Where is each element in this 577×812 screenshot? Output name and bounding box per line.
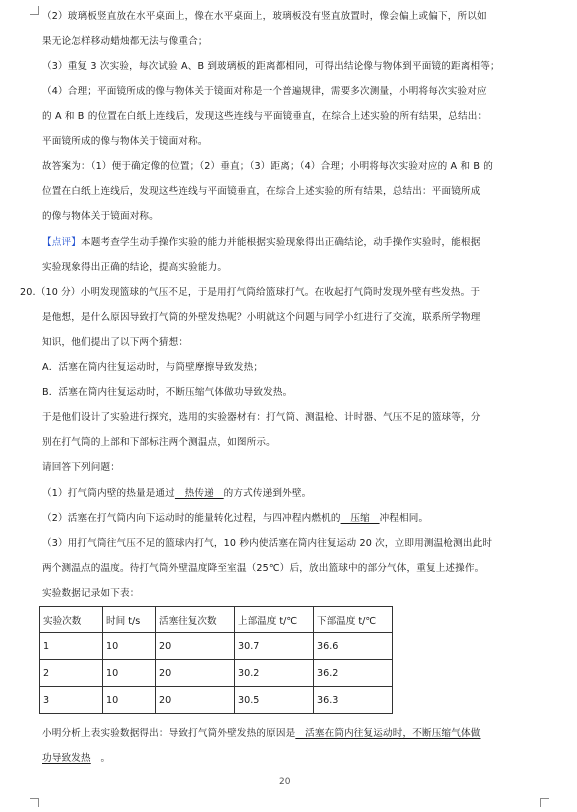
text-line — [42, 36, 208, 48]
text-line — [42, 462, 120, 474]
text-run: 平面镜所成的像与物体关于镜面对称。 — [42, 136, 208, 147]
text-line — [42, 11, 487, 23]
text-run: B．活塞在筒内往复运动时，不断压缩气体做功导致发热。 — [42, 387, 293, 398]
text-line — [42, 186, 480, 198]
table-header-cell: 上部温度 t/℃ — [235, 607, 314, 633]
text-line — [42, 211, 159, 223]
text-run: 故答案为：（1）便于确定像的位置；（2）垂直；（3）距离；（4）合理；小明将每次实验对应的 A 和 B 的 — [42, 161, 494, 172]
table-cell: 3 — [40, 687, 103, 714]
text-line — [42, 753, 110, 765]
text-run: 本题考查学生动手操作实验的能力并能根据实验现象得出正确结论，动手操作实验时，能根据 — [80, 237, 481, 248]
table-header-cell: 实验次数 — [40, 607, 103, 633]
text-line — [42, 136, 208, 148]
text-run: 于是他们设计了实验进行探究，选用的实验器材有：打气筒、测温枪、计时器、气压不足的篮球等，分 — [42, 412, 481, 423]
table-header-cell: 下部温度 t/℃ — [314, 607, 393, 633]
comment-label: 【点评】 — [42, 237, 81, 248]
text-line — [42, 563, 484, 575]
table-header-row — [40, 607, 393, 633]
table-cell: 30.2 — [235, 660, 314, 687]
text-line — [42, 86, 487, 98]
text-line — [42, 237, 480, 249]
text-line — [42, 362, 263, 374]
answer-blank: 活塞在筒内往复运动时，不断压缩气体做 — [295, 728, 481, 739]
text-run: 别在打气筒的上部和下部标注两个测温点，如图所示。 — [42, 437, 276, 448]
text-run: （2）活塞在打气筒内向下运动时的能量转化过程，与四冲程内燃机的 — [42, 513, 341, 524]
text-run: 果无论怎样移动蜡烛都无法与像重合； — [42, 36, 208, 47]
text-run: 实验数据记录如下表： — [42, 588, 140, 599]
text-line — [42, 488, 311, 500]
text-run: 两个测温点的温度。待打气筒外壁温度降至室温（25℃）后，放出篮球中的部分气体，重复上述操作。 — [42, 563, 485, 574]
text-line — [42, 262, 227, 274]
text-line — [42, 538, 492, 550]
table-header-cell: 活塞往复次数 — [156, 607, 235, 633]
crop-mark-bottom-right — [540, 798, 549, 807]
table-cell: 30.7 — [235, 633, 314, 660]
crop-mark-top-left — [30, 6, 39, 15]
table-cell: 20 — [156, 660, 235, 687]
table-cell: 1 — [40, 633, 103, 660]
text-run: A．活塞在筒内往复运动时，与筒壁摩擦导致发热； — [42, 362, 264, 373]
table-cell: 10 — [103, 660, 156, 687]
text-line — [42, 61, 500, 73]
answer-blank: 压缩 — [340, 513, 380, 524]
text-run: 请回答下列问题： — [42, 462, 120, 473]
table-cell: 20 — [156, 687, 235, 714]
text-line — [42, 728, 480, 740]
crop-mark-bottom-left — [30, 798, 39, 807]
text-run: （4）合理；平面镜所成的像与物体关于镜面对称是一个普遍规律，需要多次测量，小明将每次实验对应 — [42, 86, 487, 97]
answer-blank: 功导致发热 — [42, 753, 91, 764]
text-line — [20, 287, 480, 299]
text-line — [42, 387, 292, 399]
text-run: 20.（10 分）小明发现篮球的气压不足，于是用打气筒给篮球打气。在收起打气筒时发现外壁有些发热。于 — [20, 287, 481, 298]
text-line — [42, 588, 139, 600]
text-run: 实验现象得出正确的结论，提高实验能力。 — [42, 262, 228, 273]
text-run: （3）重复 3 次实验，每次试验 A、B 到玻璃板的距离都相同，可得出结论像与物体到平面镜的距离相等； — [42, 61, 500, 72]
answer-blank: 热传递 — [174, 488, 224, 499]
text-line — [42, 337, 188, 349]
table-cell: 36.2 — [314, 660, 393, 687]
text-run: 是他想，是什么原因导致打气筒的外壁发热呢？小明就这个问题与同学小红进行了交流，联系所学物理 — [42, 312, 481, 323]
table-header-cell: 时间 t/s — [103, 607, 156, 633]
table-row — [40, 687, 393, 714]
table-cell: 10 — [103, 687, 156, 714]
text-line — [42, 161, 493, 173]
text-line — [42, 312, 480, 324]
table-cell: 10 — [103, 633, 156, 660]
table-row — [40, 660, 393, 687]
table-cell: 36.6 — [314, 633, 393, 660]
table-cell: 2 — [40, 660, 103, 687]
text-line — [42, 412, 480, 424]
text-run: （3）用打气筒往气压不足的篮球内打气，10 秒内使活塞在筒内往复运动 20 次，立即用测温枪测出此时 — [42, 538, 493, 549]
text-line — [42, 437, 276, 449]
text-run: 冲程相同。 — [379, 513, 429, 524]
table-cell: 30.5 — [235, 687, 314, 714]
text-run: 。 — [90, 753, 111, 764]
text-run: 位置在白纸上连线后，发现这些连线与平面镜垂直，在综合上述实验的所有结果，总结出：平面镜所成 — [42, 186, 481, 197]
text-run: 的像与物体关于镜面对称。 — [42, 211, 159, 222]
text-run: 小明分析上表实验数据得出：导致打气筒外壁发热的原因是 — [42, 728, 296, 739]
text-line — [42, 513, 428, 525]
table-cell: 20 — [156, 633, 235, 660]
text-run: （2）玻璃板竖直放在水平桌面上，像在水平桌面上，玻璃板没有竖直放置时，像会偏上或偏下，所以如 — [42, 11, 487, 22]
experiment-data-table — [39, 606, 393, 714]
text-line — [42, 111, 487, 123]
text-run: 知识，他们提出了以下两个猜想： — [42, 337, 189, 348]
table-cell: 36.3 — [314, 687, 393, 714]
text-run: 的方式传递到外壁。 — [223, 488, 312, 499]
table-row — [40, 633, 393, 660]
page-number: 20 — [279, 777, 291, 787]
text-run: （1）打气筒内壁的热量是通过 — [42, 488, 175, 499]
text-run: 的 A 和 B 的位置在白纸上连线后，发现这些连线与平面镜垂直，在综合上述实验的所有结果，总结出： — [42, 111, 488, 122]
